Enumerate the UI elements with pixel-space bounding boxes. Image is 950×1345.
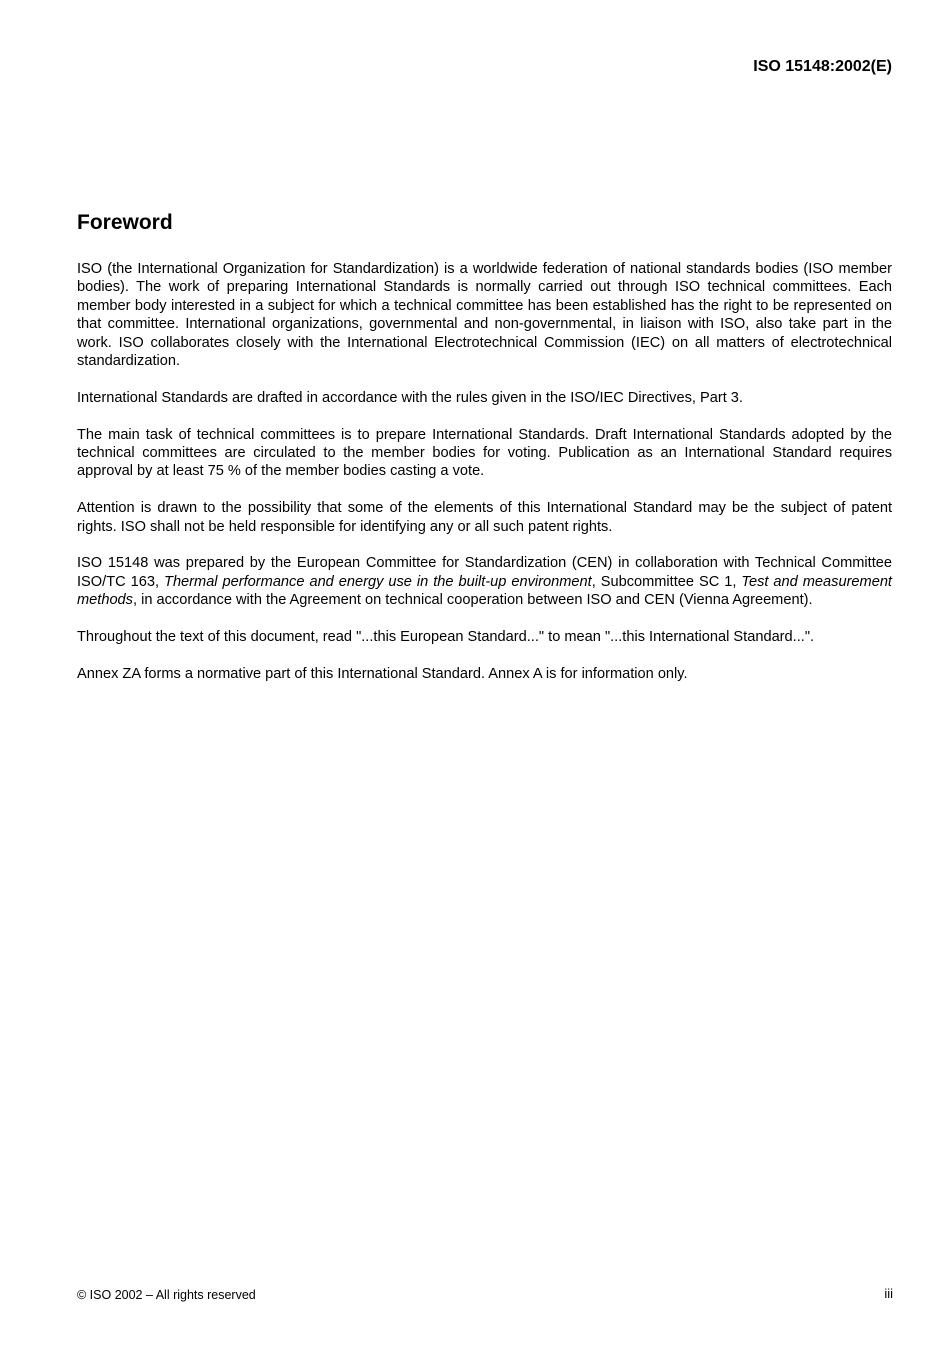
paragraph-committee-task: The main task of technical committees is to prepare International Standards. Draft International Standards adopted by the technical committees are circulated to the member bodies for voting. Publication as an International Standard requires approval by at least 75 % of the member bodies casting a vote.	[77, 426, 892, 480]
paragraph-patent-rights: Attention is drawn to the possibility that some of the elements of this International Standard may be the subject of patent rights. ISO shall not be held responsible for identifying any or all such patent rights.	[77, 500, 892, 535]
paragraph-preparation	[77, 554, 892, 609]
paragraph-reading-note: Throughout the text of this document, read "...this European Standard..." to mean "...this International Standard...".	[77, 629, 815, 646]
paragraph-iso-federation: ISO (the International Organization for Standardization) is a worldwide federation of national standards bodies (ISO member bodies). The work of preparing International Standards is normally carried out through ISO technical committees. Each member body interested in a subject for which a technical committee has been established has the right to be represented on that committee. International organizations, governmental and non-governmental, in liaison with ISO, also take part in the work. ISO collaborates closely with the International Electrotechnical Commission (IEC) on all matters of electrotechnical standardization.	[77, 261, 892, 370]
foreword-body	[77, 260, 892, 702]
preparation-text-3: , in accordance with the Agreement on technical cooperation between ISO and CEN (Vienna Agreement).	[132, 592, 813, 609]
page-title: Foreword	[77, 211, 173, 234]
subcommittee-title: Test and measurement methods	[77, 573, 892, 609]
preparation-text-1: ISO 15148 was prepared by the European Committee for Standardization (CEN) in collaboration with Technical Committee ISO/TC 163,	[77, 555, 892, 590]
paragraph-annex-note: Annex ZA forms a normative part of this International Standard. Annex A is for information only.	[77, 665, 688, 682]
committee-title: Thermal performance and energy use in the built-up environment	[164, 573, 592, 590]
copyright-notice: © ISO 2002 – All rights reserved	[77, 1288, 256, 1302]
page-number: iii	[884, 1286, 893, 1301]
paragraph-directives: International Standards are drafted in accordance with the rules given in the ISO/IEC Directives, Part 3.	[77, 389, 743, 406]
preparation-text-2: , Subcommittee SC 1,	[591, 573, 742, 590]
document-id: ISO 15148:2002(E)	[753, 58, 892, 75]
